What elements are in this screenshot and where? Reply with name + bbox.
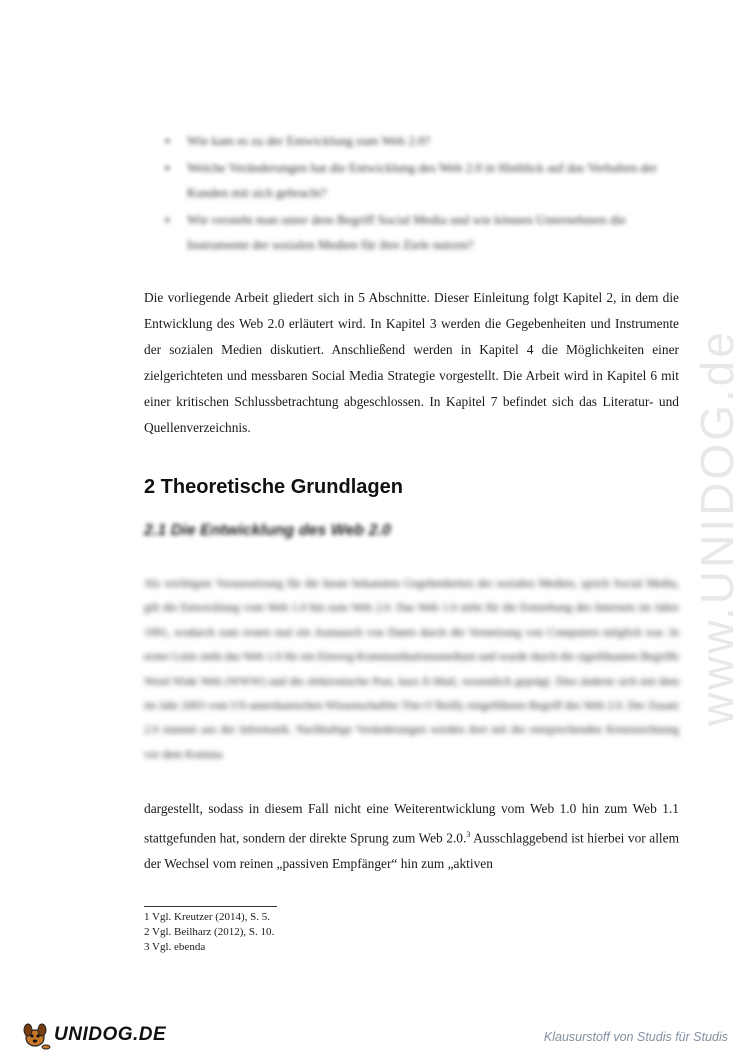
- logo-text: UNIDOG.DE: [54, 1024, 167, 1045]
- body-line: 1.1 stattgefunden hat, sondern der direkte Sprung zum Web 2.0.: [144, 801, 679, 846]
- section-heading: 2.1 Die Entwicklung des Web 2.0: [144, 522, 391, 539]
- footnote: 1 Vgl. Kreutzer (2014), S. 5.: [144, 911, 270, 923]
- footnote: 2 Vgl. Beilharz (2012), S. 10.: [144, 926, 275, 938]
- footnote-divider: [144, 906, 277, 907]
- research-questions-list: [165, 128, 685, 259]
- intro-paragraph: Die vorliegende Arbeit gliedert sich in 5 Abschnitte. Dieser Einleitung folgt Kapitel 2, in dem die Entwicklung des Web 2.0 erläutert wird. In Kapitel 3 werden die Gegebenheiten und Instrumente der sozialen Medien diskutiert. Anschließend werden in Kapitel 4 die Möglichkeiten einer zielgerichteten und messbaren Social Media Strategie vorgestellt. Die Arbeit wird in Kapitel 6 mit einer kritischen Schlussbetrachtung abgeschlossen. In Kapitel 7 befindet sich das Literatur- und Quellenverzeichnis.: [144, 290, 679, 435]
- body-line: dargestellt, sodass in diesem Fall nicht eine Weiterentwicklung vom Web 1.0 hin zum Web: [144, 801, 657, 816]
- footer-tagline: Klausurstoff von Studis für Studis: [543, 1030, 728, 1044]
- footnote: 3 Vgl. ebenda: [144, 941, 206, 953]
- chapter-heading: 2 Theoretische Grundlagen: [144, 476, 403, 498]
- list-item: ▪ Wie versteht man unter dem Begriff Social Media und wie können Unternehmen die Instrumente der sozialen Medien für ihre Ziele nutzen?: [165, 207, 685, 257]
- blurred-body-text: Als wichtigste Voraussetzung für die heute bekannten Gegebenheiten der sozialen Medien, sprich Social Media, gilt die Entwicklung vom Web 1.0 hin zum Web 2.0. Das Web 1.0 steht für die Entstehung des Internets im Jahre 1991, wodurch zum ersten mal ein Austausch von Daten durch die Vernetzung von Computern möglich war. In erster Linie steht das Web 1.0 für ein Einweg-Kommunikationsmedium und wurde durch die signifikanten Begriffe Word Wide Web (WWW) und die elektronische Post, kurz E-Mail, wesentlich geprägt. Dies änderte sich mit dem im Jahr 2003 vom US-amerikanischen Wissenschaftler Tim O´Reilly eingeführten Begriff des Web 2.0. Der Zusatz 2.0 stammt aus der Informatik. Nachhaltige Veränderungen werden dort mit der entsprechenden Kennzeichnung vor dem Komma: [144, 577, 679, 761]
- list-item: ▪ Welche Veränderungen hat die Entwicklung des Web 2.0 in Hinblick auf das Verhalten der Kunden mit sich gebracht?: [165, 155, 685, 205]
- list-item: ▪ Wie kam es zu der Entwicklung zum Web 2.0?: [165, 128, 685, 153]
- dog-icon: [20, 1020, 52, 1050]
- watermark: www.UNIDOG.de: [691, 329, 743, 726]
- body-text: [144, 796, 679, 877]
- footnote-reference: 3: [466, 830, 471, 839]
- footnotes: [144, 910, 274, 955]
- body-line: Ausschlaggebend ist hierbei vor allem der Wechsel vom reinen „passiven Empfänger“ hin zum „aktiven: [144, 830, 679, 872]
- unidog-logo: [20, 1020, 166, 1050]
